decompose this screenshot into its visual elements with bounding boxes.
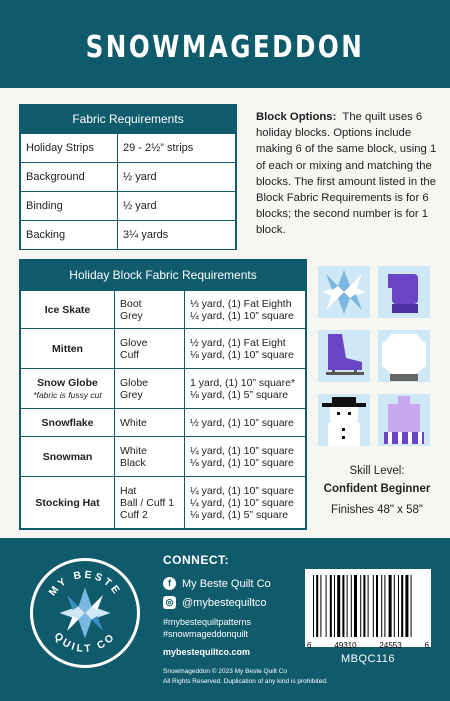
- block-amounts: ¼ yard, (1) 10” square ⅛ yard, (1) 10” square: [185, 437, 306, 477]
- table-row: [21, 291, 306, 329]
- hashtag: #mybestequiltpatterns: [163, 617, 252, 627]
- facebook-name: My Beste Quilt Co: [182, 577, 271, 590]
- instagram-handle: @mybestequiltco: [182, 596, 267, 609]
- block-parts: Hat Ball / Cuff 1 Cuff 2: [115, 477, 185, 529]
- hashtag: #snowmageddonquilt: [163, 629, 249, 639]
- instagram-icon: ◎: [163, 596, 176, 609]
- block-parts: Boot Grey: [115, 291, 185, 329]
- skill-label: Skill Level:: [349, 465, 405, 477]
- block-amounts: ¼ yard, (1) 10” square ¼ yard, (1) 10” square ⅛ yard, (1) 5” square: [185, 477, 306, 529]
- stocking-hat-block-image: [378, 394, 430, 446]
- block-options-text: [256, 109, 438, 239]
- fabric-requirements-rows: [20, 133, 236, 250]
- table-row: [21, 477, 306, 529]
- row-value: ½ yard: [118, 163, 236, 192]
- row-value: 29 - 2½” strips: [118, 134, 236, 163]
- block-options-body: The quilt uses 6 holiday blocks. Options include making 6 of the same block, using 1 of each or mixing and matching the blocks. The first amount listed in the Block Fabric Requirements is for 6 blocks; the second number is for 1 block.: [256, 111, 437, 237]
- holiday-block-title: Holiday Block Fabric Requirements: [20, 260, 306, 290]
- table-row: [21, 409, 306, 437]
- rights-line: All Rights Reserved. Duplication of any kind is prohibited.: [163, 678, 328, 685]
- barcode-digits: 6 49310 24553 6: [307, 641, 429, 650]
- table-row: [21, 369, 306, 409]
- copyright-line: Snowmageddon © 2023 My Beste Quilt Co: [163, 668, 288, 675]
- block-parts: White Black: [115, 437, 185, 477]
- fabric-requirements-table: [19, 104, 237, 250]
- finished-size: Finishes 48" x 58": [331, 504, 423, 516]
- block-name: Snowflake: [21, 409, 115, 437]
- row-label: Background: [21, 163, 118, 192]
- row-label: Holiday Strips: [21, 134, 118, 163]
- block-note: *fabric is fussy cut: [33, 389, 102, 400]
- row-value: ½ yard: [118, 192, 236, 221]
- snow-globe-block-image: [378, 330, 430, 382]
- block-name: Snowman: [21, 437, 115, 477]
- mitten-block-image: [378, 266, 430, 318]
- sku-code: MBQC116: [340, 653, 396, 665]
- block-amounts: 1 yard, (1) 10” square* ⅛ yard, (1) 5” square: [185, 369, 306, 409]
- row-label: Backing: [21, 221, 118, 250]
- svg-text:MY BESTE: MY BESTE: [47, 569, 123, 599]
- block-amounts: ½ yard, (1) 10” square: [185, 409, 306, 437]
- holiday-block-table: [19, 259, 307, 530]
- page-title: SNOWMAGEDDON: [85, 30, 365, 65]
- skill-level: Confident Beginner: [323, 483, 431, 495]
- instagram-link[interactable]: [163, 596, 267, 609]
- block-parts: Globe Grey: [115, 369, 185, 409]
- barcode: [305, 569, 431, 647]
- block-name: Snow Globe *fabric is fussy cut: [21, 369, 115, 409]
- block-options-label: Block Options:: [256, 111, 337, 123]
- brand-logo: [30, 558, 140, 668]
- row-label: Binding: [21, 192, 118, 221]
- connect-heading: CONNECT:: [163, 553, 229, 567]
- block-parts: White: [115, 409, 185, 437]
- block-name: Ice Skate: [21, 291, 115, 329]
- table-row: [21, 437, 306, 477]
- table-row: [21, 134, 236, 163]
- block-parts: Glove Cuff: [115, 329, 185, 369]
- table-row: [21, 221, 236, 250]
- block-name: Stocking Hat: [21, 477, 115, 529]
- skill-info: [316, 462, 438, 519]
- snowflake-block-image: [318, 266, 370, 318]
- website-link[interactable]: mybestequiltco.com: [163, 647, 251, 657]
- table-row: [21, 192, 236, 221]
- facebook-link[interactable]: [163, 577, 271, 590]
- snowman-block-image: [318, 394, 370, 446]
- svg-text:QUILT CO: QUILT CO: [51, 630, 119, 656]
- block-name: Mitten: [21, 329, 115, 369]
- row-value: 3¼ yards: [118, 221, 236, 250]
- fabric-requirements-title: Fabric Requirements: [20, 105, 236, 133]
- facebook-icon: f: [163, 577, 176, 590]
- table-row: [21, 329, 306, 369]
- block-amounts: ½ yard, (1) Fat Eight ⅛ yard, (1) 10” square: [185, 329, 306, 369]
- holiday-block-rows: [20, 290, 306, 529]
- ice-skate-block-image: [318, 330, 370, 382]
- block-amounts: ⅓ yard, (1) Fat Eighth ¼ yard, (1) 10” square: [185, 291, 306, 329]
- table-row: [21, 163, 236, 192]
